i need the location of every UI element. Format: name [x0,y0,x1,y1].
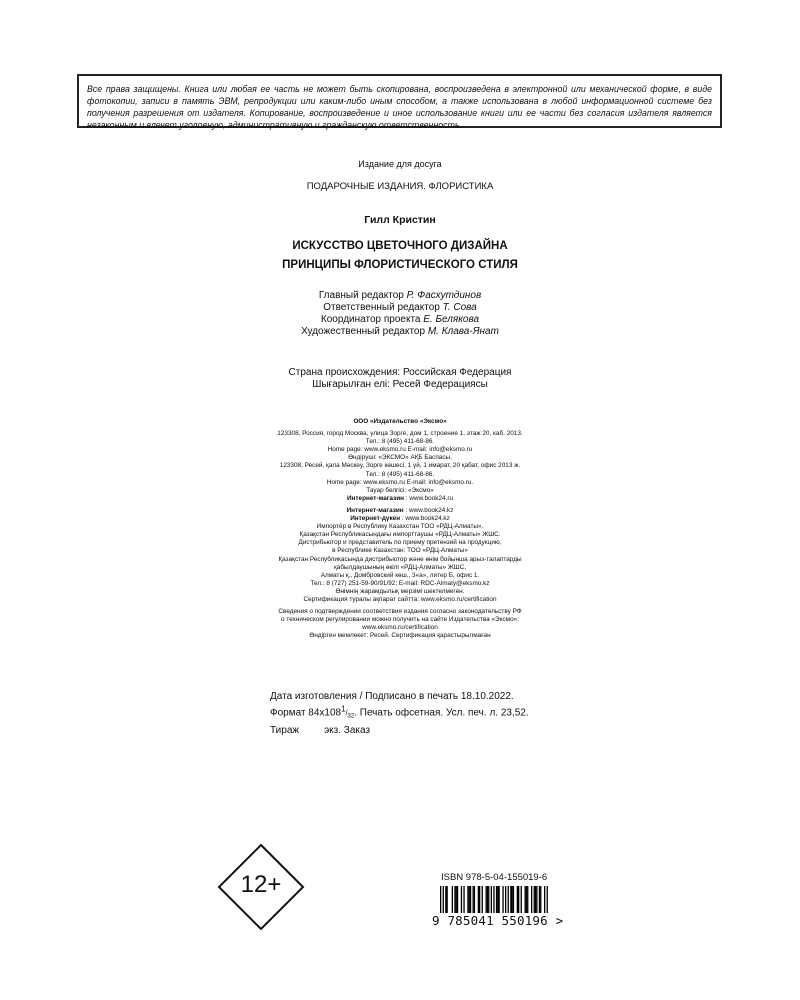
copyright-notice [77,74,722,128]
credit-coordinator [0,314,800,326]
origin-block [0,367,800,391]
barcode-bar [536,886,537,913]
imprint-line: 123308, Ресей, қала Мәскеу, Зорге көшесі, 1 үй, 1 имарат, 20 қабат, офис 2013 ж. [279,462,521,470]
barcode-bar [469,886,470,913]
credit-label: Главный редактор [318,290,407,301]
imprint-line: Өндірген мемлекет: Ресей. Сертификация қарастырылмаған [309,632,491,640]
barcode-bar [497,886,498,913]
barcode-bar [486,886,487,913]
book-title [0,237,800,275]
credit-label: Ответственный редактор [323,302,443,313]
print-run-line: Тираж экз. Заказ [270,724,371,736]
imprint-line [0,495,800,503]
shop-label: Интернет-дүкен [350,515,401,523]
barcode-bar [474,886,475,913]
barcode-bar [510,886,511,913]
barcode-bar [452,886,453,913]
production-info [270,690,529,737]
barcode-bar [454,886,455,913]
barcode-bar [488,886,489,913]
barcode-bar [525,886,526,913]
credit-name: Р. Фасхутдинов [406,290,482,301]
barcode-bar [518,886,519,913]
imprint-block [0,418,800,640]
imprint-line: www.eksmo.ru/certification [362,624,438,632]
format-fraction: $^1/_{32}$ [341,705,355,720]
origin-ru: Страна происхождения: Российская Федерация [288,367,512,378]
barcode-bar [496,886,497,913]
imprint-line: Сведения о подтверждении соответствия издания согласно законодательству РФ [278,608,522,616]
credit-label: Координатор проекта [320,314,424,325]
credit-chief-editor [0,290,800,302]
barcode-bar [535,886,536,913]
imprint-line: в Республике Казахстан: ТОО «РДЦ-Алматы» [332,547,468,555]
series-name: ПОДАРОЧНЫЕ ИЗДАНИЯ. ФЛОРИСТИКА [306,181,494,192]
credit-responsible-editor [0,302,800,314]
barcode-bar [473,886,474,913]
barcode-bar [479,886,480,913]
credit-art-editor [0,326,800,338]
barcode-bar [505,886,506,913]
barcode-bar [456,886,457,913]
barcode-bar [491,886,492,913]
age-rating-text: 12+ [240,871,282,898]
imprint-line: Қазақстан Республикасында дистрибьютор және өнім бойынша арыз-талаптарды [278,555,522,563]
barcode-number: 9 785041 550196 > [432,913,572,931]
barcode-bar [531,886,532,913]
print-specs: . Печать офсетная. Усл. печ. л. 23,52. [354,707,529,719]
barcode-bar [513,886,514,913]
imprint-line: о техническом регулировании можно получить на сайте Издательства «Эксмо»: [281,616,519,624]
barcode-bar [539,886,540,913]
barcode-bar [493,886,494,913]
barcode-bar [527,886,528,913]
author-name: Гилл Кристин [364,214,436,226]
credit-name: Е. Белякова [423,314,480,325]
barcode-bar [478,886,479,913]
barcode-bar [445,886,446,913]
credit-name: М. Клава-Янат [427,326,499,337]
production-date: Дата изготовления / Подписано в печать 18.10.2022. [270,691,514,702]
shop-label: Интернет-магазин [346,494,405,502]
credits-block [0,290,800,338]
barcode-bar [463,886,464,913]
shop-label: Интернет-магазин [346,506,404,514]
barcode-bar [447,886,448,913]
imprint-line [0,507,800,515]
barcode-bar [540,886,541,913]
imprint-line: Қазақстан Республикасындағы импорттаушы «РДЦ-Алматы» ЖШС. [299,531,501,539]
title-line-1: ИСКУССТВО ЦВЕТОЧНОГО ДИЗАЙНА [292,240,508,252]
barcode-bar [534,886,535,913]
barcode-bar [461,886,462,913]
title-line-2: ПРИНЦИПЫ ФЛОРИСТИЧЕСКОГО СТИЛЯ [282,259,518,271]
edition-type: Издание для досуга [358,159,442,169]
barcode-bar [526,886,527,913]
shop-url: : www.book24.ru [404,494,454,502]
credit-label: Художественный редактор [301,326,428,337]
barcode-bar [482,886,483,913]
imprint-line: Өнімнің жарамдылық мерзімі шектелмеген. [335,587,465,595]
barcode-bar [521,886,522,913]
credit-name: Т. Сова [442,302,477,313]
imprint-line: Импортёр в Республику Казахстан ТОО «РДЦ-Алматы». [316,523,484,531]
shop-url: : www.book24.kz [400,515,450,523]
imprint-line: қабылдаушының өкілі «РДЦ-Алматы» ЖШС, [334,563,466,571]
barcode-bar [544,886,545,913]
origin-kz: Шығарылған елі: Ресей Федерациясы [312,379,488,390]
age-rating-badge [217,843,305,931]
barcode-bar [470,886,471,913]
imprint-line [0,515,800,523]
shop-url: : www.book24.kz [403,506,454,514]
imprint-line: Тауар белгісі: «Эксмо» [366,486,434,494]
barcode-bar [508,886,509,913]
imprint-line: Тел.: 8 (495) 411-68-86. [365,438,435,446]
barcode-bar [467,886,468,913]
imprint-line: 123308, Россия, город Москва, улица Зорге, дом 1, строение 1, этаж 20, каб. 2013. [277,430,523,438]
format-label: Формат 84x108 [270,707,342,719]
barcode-bar [517,886,518,913]
publisher-name: ООО «Издательство «Эксмо» [353,418,447,425]
format-line [270,703,529,724]
imprint-line: Дистрибьютор и представитель по приему претензий на продукцию, [298,539,502,547]
barcode-bar [487,886,488,913]
imprint-line: Өндіруші: «ЭКСМО» АҚБ Баспасы, [348,454,452,462]
copyright-text: Все права защищены. Книга или любая ее часть не может быть скопирована, воспроизведена в электронной или механической форме, в виде фотокопии, записи в память ЭВМ, репродукции или каким-либо иным способом, а также использована в любой информационной системе без получения разрешения от издателя. Копирование, воспроизведение и иное использование книги или ее части без согласия издателя является незаконным и влечет уголовную, административную и гражданскую ответственность. [87,84,712,130]
isbn-label: ISBN 978-5-04-155019-6 [441,872,548,883]
imprint-line: Алматы қ., Домбровский көш., 3«а», литер Б, офис 1. [320,571,480,579]
imprint-line: Тел.: 8 (495) 411-68-86. [365,470,435,478]
imprint-line: Тел.: 8 (727) 251-59-90/91/92; E-mail: RDC-Almaty@eksmo.kz [310,579,490,587]
imprint-line: Home page: www.eksmo.ru E-mail: info@eksmo.ru [327,446,473,454]
barcode-bar [512,886,513,913]
imprint-line: Home page: www.eksmo.ru E-mail: info@eksmo.ru. [326,478,474,486]
imprint-line: Сертификация туралы ақпарат сайтта: www.eksmo.ru/certification [303,595,497,603]
barcode-bar [457,886,458,913]
